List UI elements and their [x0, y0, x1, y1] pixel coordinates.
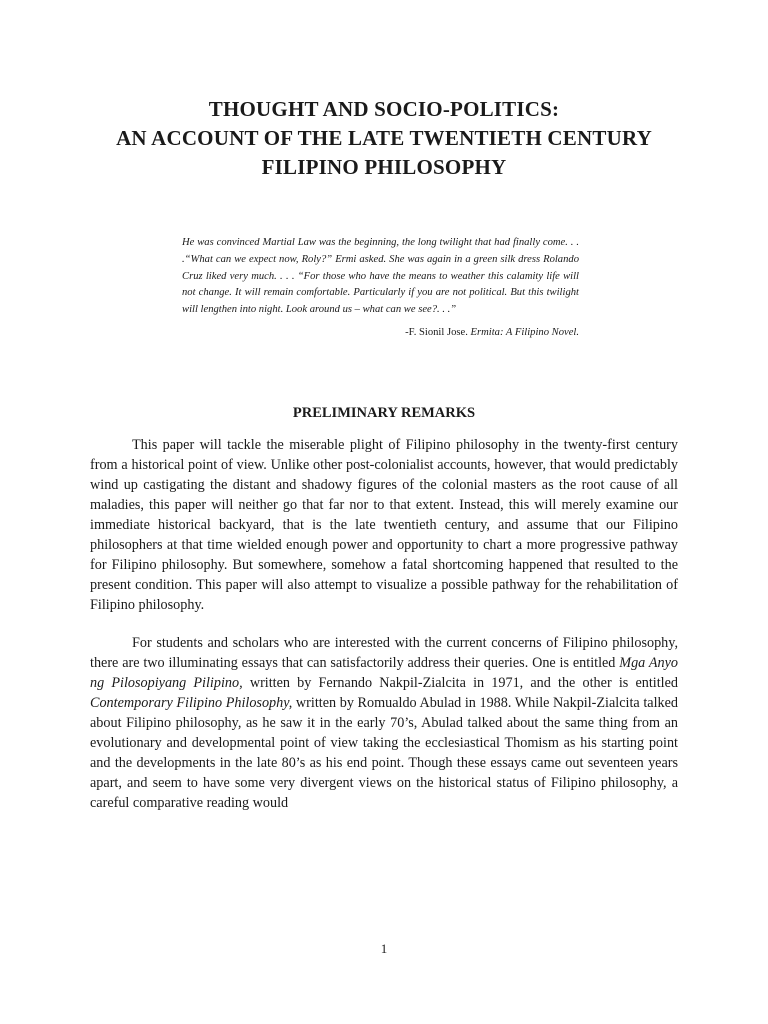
paragraph-2-part-3: written by Romualdo Abulad in 1988. While Nakpil-Zialcita talked about Filipino philosophy, as he saw it in the early 70’s, Abulad talked about the same thing from an evolutionary and developmental point of view taking the ecclesiastical Thomism as his starting point and the developments in the late 80’s as his end point. Though these essays came out seventeen years apart, and seem to have some very divergent views on the historical status of Filipino philosophy, a careful comparative reading would	[90, 694, 678, 811]
essay-title-2: Contemporary Filipino Philosophy,	[90, 694, 293, 711]
paper-title	[90, 0, 678, 182]
epigraph-attribution	[182, 325, 579, 341]
title-line-1: THOUGHT AND SOCIO-POLITICS:	[208, 97, 560, 121]
epigraph-quote: He was convinced Martial Law was the beginning, the long twilight that had finally come. . . .“What can we expect now, Roly?” Ermi asked. She was again in a green silk dress Rolando Cruz liked very much. . . . “For those who have the means to weather this calamity life will not change. It will remain comfortable. Particularly if you are not political. But this twilight will lengthen into night. Look around us – what can we see?. . .”	[182, 237, 579, 316]
essay-title-1: Mga Anyo ng Pilosopiyang Pilipino,	[90, 654, 678, 691]
page-number: 1	[380, 941, 388, 956]
paragraph-2	[90, 633, 678, 813]
attribution-work: Ermita: A Filipino Novel.	[470, 326, 579, 338]
paragraph-2-part-1: For students and scholars who are interested with the current concerns of Filipino philosophy, there are two illuminating essays that can satisfactorily address their queries. One is entitled	[90, 634, 678, 671]
section-heading: PRELIMINARY REMARKS	[292, 404, 476, 421]
title-line-3: FILIPINO PHILOSOPHY	[261, 155, 507, 179]
paragraph-2-part-2: written by Fernando Nakpil-Zialcita in 1971, and the other is entitled	[242, 674, 678, 691]
title-line-2: AN ACCOUNT OF THE LATE TWENTIETH CENTURY	[116, 126, 652, 150]
paragraph-1: This paper will tackle the miserable plight of Filipino philosophy in the twenty-first century from a historical point of view. Unlike other post-colonialist accounts, however, that would predictably wind up castigating the distant and shadowy figures of the colonial masters as the root cause of all maladies, this paper will neither go that far nor to that extent. Instead, this will merely examine our immediate historical backyard, that is the late twentieth century, and assume that our Filipino philosophers at that time wielded enough power and opportunity to chart a more progressive pathway for Filipino philosophy. But somewhere, somehow a fatal shortcoming happened that resulted to the present condition. This paper will also attempt to visualize a possible pathway for the rehabilitation of Filipino philosophy.	[90, 436, 678, 613]
attribution-author: -F. Sionil Jose.	[405, 326, 468, 338]
